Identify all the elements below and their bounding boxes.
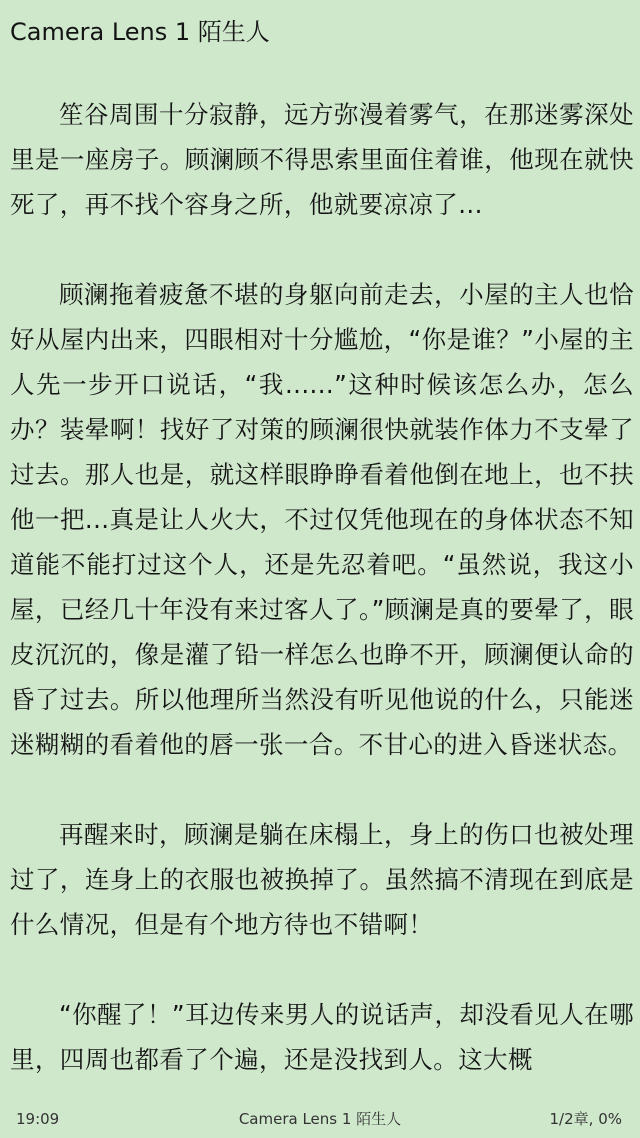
status-chapter-title: Camera Lens 1 陌生人 [238,1110,402,1128]
chapter-content[interactable] [10,92,634,1096]
reader-status-bar [0,1100,640,1138]
chapter-title: Camera Lens 1 陌生人 [10,18,270,46]
paragraph: 顾澜拖着疲惫不堪的身躯向前走去，小屋的主人也恰好从屋内出来，四眼相对十分尴尬，“你是谁？”小屋的主人先一步开口说话，“我......”这种时候该怎么办，怎么办？装晕啊！找好了对策的顾澜很快就装作体力不支晕了过去。那人也是，就这样眼睁睁看着他倒在地上，也不扶他一把...真是让人火大，不过仅凭他现在的身体状态不知道能不能打过这个人，还是先忍着吧。“虽然说，我这小屋，已经几十年没有来过客人了。”顾澜是真的要晕了，眼皮沉沉的，像是灌了铅一样怎么也睁不开，顾澜便认命的昏了过去。所以他理所当然没有听见他说的什么，只能迷迷糊糊的看着他的唇一张一合。不甘心的进入昏迷状态。 [10,280,634,759]
status-progress: 1/2章, 0% [549,1110,622,1128]
paragraph: 再醒来时，顾澜是躺在床榻上，身上的伤口也被处理过了，连身上的衣服也被换掉了。虽然搞不清现在到底是什么情况，但是有个地方待也不错啊！ [10,820,634,939]
paragraph: 笙谷周围十分寂静，远方弥漫着雾气，在那迷雾深处里是一座房子。顾澜顾不得思索里面住着谁，他现在就快死了，再不找个容身之所，他就要凉凉了... [10,100,634,219]
status-time: 19:09 [16,1110,60,1128]
paragraph: “你醒了！”耳边传来男人的说话声，却没看见人在哪里，四周也都看了个遍，还是没找到人。这大概 [10,1000,634,1074]
